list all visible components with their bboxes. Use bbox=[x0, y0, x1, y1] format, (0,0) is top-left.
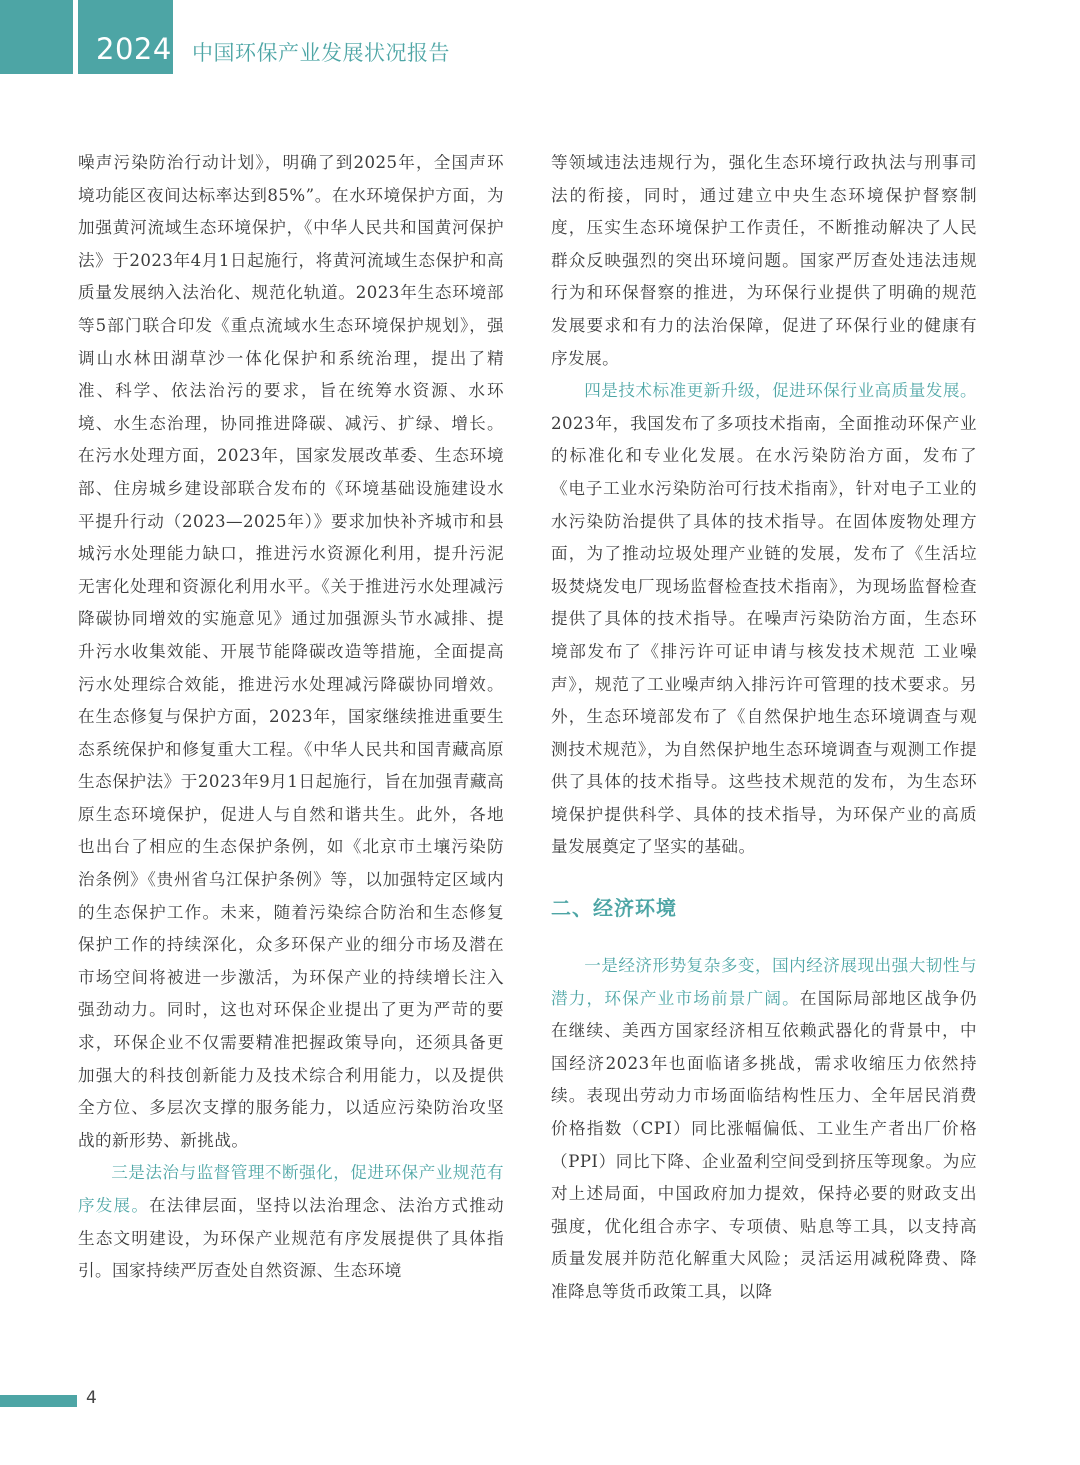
left-paragraph-continued: 噪声污染防治行动计划》，明确了到2025年，全国声环境功能区夜间达标率达到85%”。在水环境保护方面，为加强黄河流域生态环境保护，《中华人民共和国黄河保护法》于2023年4月1日起施行，将黄河流域生态保护和高质量发展纳入法治化、规范化轨道。2023年生态环境部等5部门联合印发《重点流域水生态环境保护规划》，强调山水林田湖草沙一体化保护和系统治理，提出了精准、科学、依法治污的要求，旨在统筹水资源、水环境、水生态治理，协同推进降碳、减污、扩绿、增长。在污水处理方面，2023年，国家发展改革委、生态环境部、住房城乡建设部联合发布的《环境基础设施建设水平提升行动（2023—2025年）》要求加快补齐城市和县城污水处理能力缺口，推进污水资源化利用，提升污泥无害化处理和资源化利用水平。《关于推进污水处理减污降碳协同增效的实施意见》通过加强源头节水减排、提升污水收集效能、开展节能降碳改造等措施，全面提高污水处理综合效能，推进污水处理减污降碳协同增效。在生态修复与保护方面，2023年，国家继续推进重要生态系统保护和修复重大工程。《中华人民共和国青藏高原生态保护法》于2023年9月1日起施行，旨在加强青藏高原生态环境保护，促进人与自然和谐共生。此外，各地也出台了相应的生态保护条例，如《北京市土壤污染防治条例》《贵州省乌江保护条例》等，以加强特定区域内的生态保护工作。未来，随着污染综合防治和生态修复保护工作的持续深化，众多环保产业的细分市场及潜在市场空间将被进一步激活，为环保产业的持续增长注入强劲动力。同时，这也对环保企业提出了更为严苛的要求，环保企业不仅需要精准把握政策导向，还须具备更加强大的科技创新能力及技术综合利用能力，以及提供全方位、多层次支撑的服务能力，以适应污染防治攻坚战的新形势、新挑战。 bbox=[78, 153, 504, 1150]
right-column bbox=[551, 147, 977, 1309]
left-paragraph-law-supervision bbox=[78, 1157, 504, 1287]
lead-sentence-highlight: 四是技术标准更新升级，促进环保行业高质量发展。 bbox=[584, 381, 977, 401]
report-year: 2024 bbox=[96, 32, 172, 66]
footer-color-bar bbox=[0, 1395, 77, 1407]
section-heading-economic-environment: 二、经济环境 bbox=[551, 896, 677, 921]
right-paragraph-continued: 等领域违法违规行为，强化生态环境行政执法与刑事司法的衔接，同时，通过建立中央生态环境保护督察制度，压实生态环境保护工作责任，不断推动解决了人民群众反映强烈的突出环境问题。国家严厉查处违法违规行为和环保督察的推进，为环保行业提供了明确的规范发展要求和有力的法治保障，促进了环保行业的健康有序发展。 bbox=[551, 153, 977, 368]
left-column bbox=[78, 147, 504, 1288]
paragraph-body: 在国际局部地区战争仍在继续、美西方国家经济相互依赖武器化的背景中，中国经济2023年也面临诸多挑战，需求收缩压力依然持续。表现出劳动力市场面临结构性压力、全年居民消费价格指数（CPI）同比涨幅偏低、工业生产者出厂价格（PPI）同比下降、企业盈利空间受到挤压等现象。为应对上述局面，中国政府加力提效，保持必要的财政支出强度，优化组合赤字、专项债、贴息等工具，以支持高质量发展并防范化解重大风险；灵活运用减税降费、降准降息等货币政策工具，以降 bbox=[551, 988, 977, 1301]
report-title: 中国环保产业发展状况报告 bbox=[192, 41, 450, 65]
paragraph-body: 2023年，我国发布了多项技术指南，全面推动环保产业的标准化和专业化发展。在水污染防治方面，发布了《电子工业水污染防治可行技术指南》，针对电子工业的水污染防治提供了具体的技术指导。在固体废物处理方面，为了推动垃圾处理产业链的发展，发布了《生活垃圾焚烧发电厂现场监督检查技术指南》，为现场监督检查提供了具体的技术指导。在噪声污染防治方面，生态环境部发布了《排污许可证申请与核发技术规范 工业噪声》，规范了工业噪声纳入排污许可管理的技术要求。另外，生态环境部发布了《自然保护地生态环境调查与观测技术规范》，为自然保护地生态环境调查与观测工作提供了具体的技术指导。这些技术规范的发布，为生态环境保护提供科学、具体的技术指导，为环保产业的高质量发展奠定了坚实的基础。 bbox=[551, 413, 977, 857]
lead-sentence-highlight: 三是法治与监督管理不断强化，促进环保产业规范有序发展。 bbox=[78, 1163, 504, 1215]
paragraph-body: 在法律层面，坚持以法治理念、法治方式推动生态文明建设，为环保产业规范有序发展提供了具体指引。国家持续严厉查处自然资源、生态环境 bbox=[78, 1196, 504, 1281]
page-number: 4 bbox=[86, 1388, 97, 1408]
right-paragraph-tech-standards bbox=[551, 375, 977, 864]
right-paragraph-economy bbox=[551, 950, 977, 1309]
lead-sentence-highlight: 一是经济形势复杂多变，国内经济展现出强大韧性与潜力，环保产业市场前景广阔。 bbox=[551, 956, 977, 1008]
header-divider bbox=[73, 0, 78, 74]
